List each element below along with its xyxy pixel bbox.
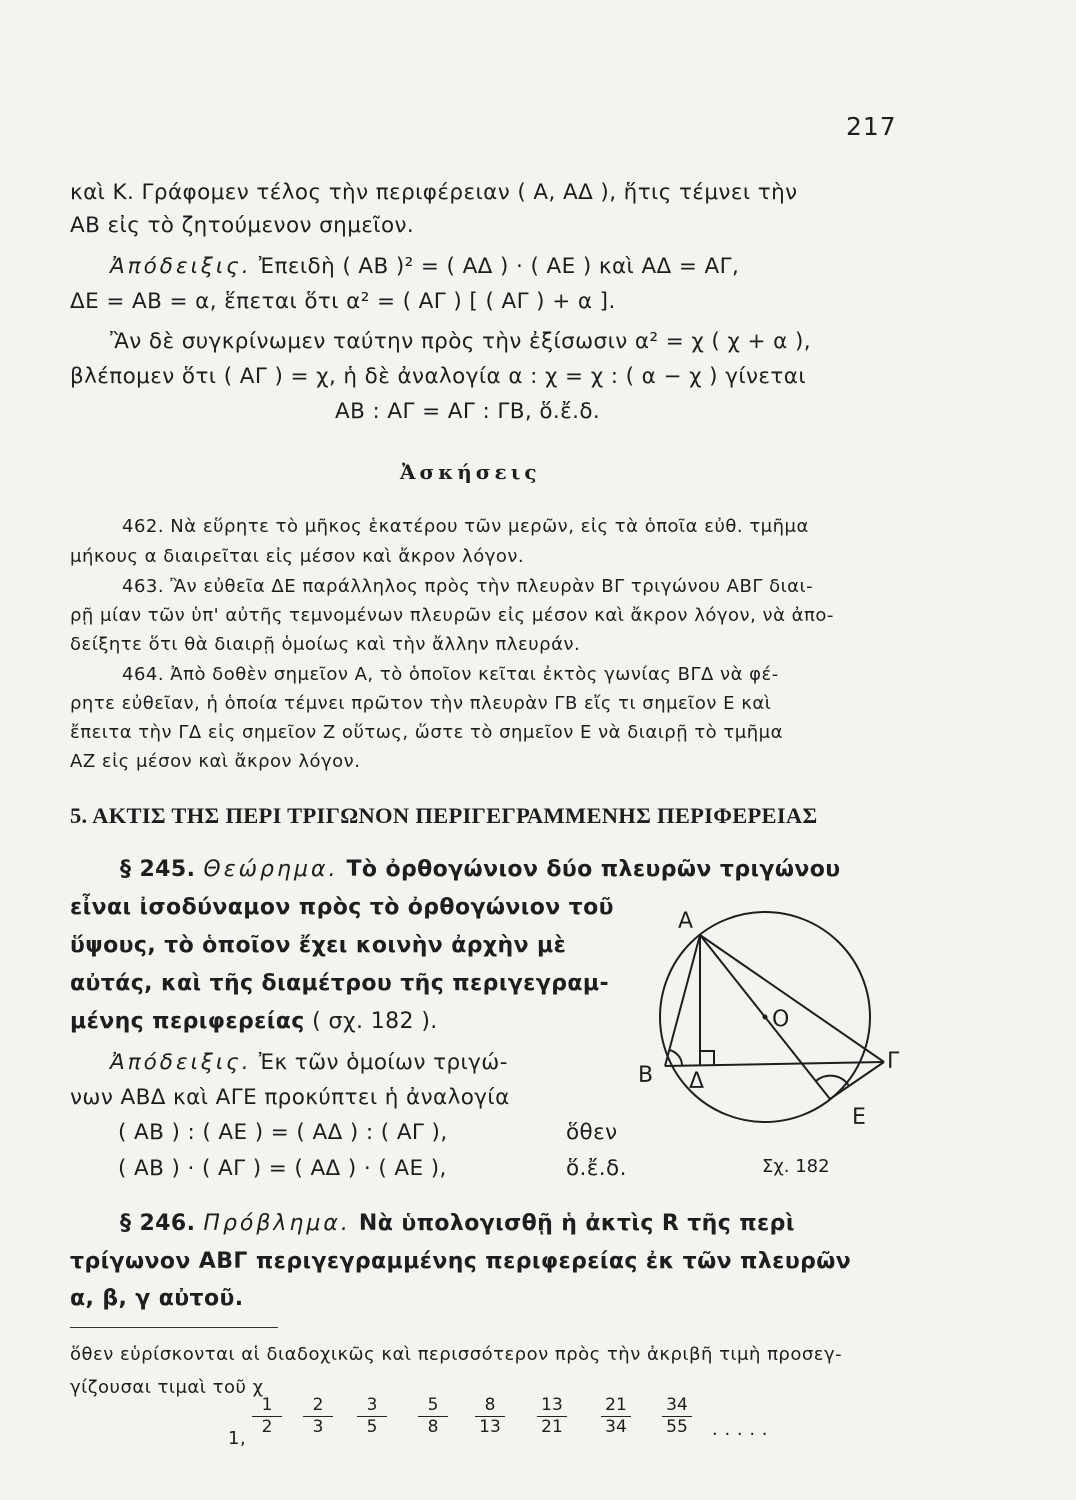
proof-text: Ἐπειδὴ ( ΑΒ )² = ( ΑΔ ) · ( ΑΕ ) καὶ ΑΔ = ΑΓ, [251,254,740,279]
fraction-denominator: 3 [312,1417,324,1437]
angle-e-mark [816,1076,849,1086]
fraction-denominator: 5 [366,1417,378,1437]
exercise-line: ἔπειτα τὴν ΓΔ εἰς σημεῖον Ζ οὕτως, ὥστε τὸ σημεῖον Ε νὰ διαιρῇ τὸ τμῆμα [70,722,783,743]
text-line: ΑΒ εἰς τὸ ζητούμενον σημεῖον. [70,213,415,238]
theorem-line: εἶναι ἰσοδύναμον πρὸς τὸ ὀρθογώνιον τοῦ [70,895,614,920]
problem-line: α, β, γ αὐτοῦ. [70,1286,244,1311]
footnote-lead: 1, [228,1428,247,1449]
fraction-denominator: 34 [605,1417,627,1437]
fraction-numerator: 13 [541,1395,563,1415]
footnote-line: ὅθεν εὑρίσκονται αἱ διαδοχικῶς καὶ περισσότερον πρὸς τὴν ἀκριβῆ τιμὴ προσεγ- [70,1344,843,1365]
fraction-denominator: 55 [666,1417,688,1437]
fraction [601,1396,631,1437]
text-line: βλέπομεν ὅτι ( ΑΓ ) = χ, ἡ δὲ ἀναλογία α : χ = χ : ( α − χ ) γίνεται [70,364,807,389]
center-point [763,1015,768,1020]
fraction-denominator: 8 [427,1417,439,1437]
fraction-numerator: 34 [666,1395,688,1415]
fraction [252,1396,282,1437]
label-a: Α [678,909,694,934]
fraction [303,1396,333,1437]
theorem-label: Θεώρημα. [203,857,339,882]
text-line: ΔΕ = ΑΒ = α, ἕπεται ὅτι α² = ( ΑΓ ) [ ( ΑΓ ) + α ]. [70,289,616,314]
equation: ( ΑΒ ) · ( ΑΓ ) = ( ΑΔ ) · ( ΑΕ ), [118,1156,447,1181]
equation: ( ΑΒ ) : ( ΑΕ ) = ( ΑΔ ) : ( ΑΓ ), [118,1120,448,1145]
exercises-heading: Ἀσκήσεις [400,460,541,484]
side-bg [665,1062,884,1066]
footnote-line: γίζουσαι τιμαὶ τοῦ χ [70,1377,264,1398]
page-number: 217 [846,112,897,141]
side-ag [700,935,884,1062]
right-angle-d [700,1051,714,1066]
problem-text: Νὰ ὑπολογισθῇ ἡ ἀκτὶς R τῆς περὶ [350,1211,795,1236]
problem-number: § 246. [120,1211,204,1236]
section-title: 5. ΑΚΤΙΣ ΤΗΣ ΠΕΡΙ ΤΡΙΓΩΝΟΝ ΠΕΡΙΓΕΓΡΑΜΜΕΝΗΣ ΠΕΡΙΦΕΡΕΙΑΣ [70,803,818,828]
problem-line: τρίγωνον ΑΒΓ περιγεγραμμένης περιφερείας ἐκ τῶν πλευρῶν [70,1249,852,1274]
theorem-text: Τὸ ὀρθογώνιον δύο πλευρῶν τριγώνου [338,857,841,882]
exercise-line: 462. Νὰ εὕρητε τὸ μῆκος ἑκατέρου τῶν μερῶν, εἰς τὰ ὁποῖα εὐθ. τμῆμα [122,516,809,537]
text-line: ὅ.ἔ.δ. [566,1156,627,1181]
footnote-rule [70,1327,278,1328]
problem-label: Πρόβλημα. [203,1211,351,1236]
figure-182 [620,890,920,1195]
exercise-line: ρῇ μίαν τῶν ὑπ' αὐτῆς τεμνομένων πλευρῶν εἰς μέσον καὶ ἄκρον λόγον, νὰ ἀπο- [70,605,834,626]
label-o: Ο [772,1007,790,1032]
theorem-line [120,857,841,882]
fraction-numerator: 2 [312,1395,324,1415]
exercise-line: μήκους α διαιρεῖται εἰς μέσον καὶ ἄκρον λόγον. [70,546,525,567]
fraction-numerator: 5 [427,1395,439,1415]
label-b: Β [638,1063,654,1088]
text-line: Ἂν δὲ συγκρίνωμεν ταύτην πρὸς τὴν ἐξίσωσιν α² = χ ( χ + α ), [110,329,811,354]
text-line: καὶ Κ. Γράφομεν τέλος τὴν περιφέρειαν ( Α, ΑΔ ), ἥτις τέμνει τὴν [70,180,798,205]
theorem-number: § 245. [120,857,204,882]
exercise-line: ΑΖ εἰς μέσον καὶ ἄκρον λόγον. [70,751,361,772]
text-line: νων ΑΒΔ καὶ ΑΓΕ προκύπτει ἡ ἀναλογία [70,1085,510,1110]
text-line: ὅθεν [566,1120,618,1145]
exercise-line: δείξητε ὅτι θὰ διαιρῇ ὁμοίως καὶ τὴν ἄλλην πλευράν. [70,634,581,655]
proof-line: Ἀπόδειξις. Ἐκ τῶν ὁμοίων τριγώ- [110,1050,508,1075]
theorem-line: μένης περιφερείας ( σχ. 182 ). [70,1009,438,1034]
fraction [662,1396,692,1437]
fraction-numerator: 1 [261,1395,273,1415]
fraction [418,1396,448,1437]
exercise-line: 463. Ἂν εὐθεῖα ΔΕ παράλληλος πρὸς τὴν πλευρὰν ΒΓ τριγώνου ΑΒΓ διαι- [122,576,814,597]
fraction [537,1396,567,1437]
label-g: Γ [887,1049,900,1074]
fraction-denominator: 21 [541,1417,563,1437]
proof-line [110,254,739,279]
problem-line [120,1211,795,1236]
fraction-numerator: 21 [605,1395,627,1415]
fraction-numerator: 8 [484,1395,496,1415]
fraction-numerator: 3 [366,1395,378,1415]
fraction [475,1396,505,1437]
figure-caption: Σχ. 182 [762,1156,830,1177]
side-ab [665,935,700,1066]
text-line: ΑΒ : ΑΓ = ΑΓ : ΓΒ, ὅ.ἔ.δ. [335,399,601,424]
fraction [357,1396,387,1437]
theorem-line: αὐτάς, καὶ τῆς διαμέτρου τῆς περιγεγραμ- [70,971,609,996]
proof-label: Ἀπόδειξις. [110,1050,252,1075]
exercise-line: ρητε εὐθεῖαν, ἡ ὁποία τέμνει πρῶτον τὴν πλευρὰν ΓΒ εἴς τι σημεῖον Ε καὶ [70,693,772,714]
label-d: Δ [689,1069,705,1094]
proof-label: Ἀπόδειξις. [110,254,252,279]
fraction-denominator: 13 [479,1417,501,1437]
label-e: Ε [852,1105,866,1130]
theorem-line: ὕψους, τὸ ὁποῖον ἔχει κοινὴν ἀρχὴν μὲ [70,933,567,958]
footnote-ellipsis: · · · · · [712,1424,768,1445]
fraction-denominator: 2 [261,1417,273,1437]
exercise-line: 464. Ἀπὸ δοθὲν σημεῖον Α, τὸ ὁποῖον κεῖται ἐκτὸς γωνίας ΒΓΔ νὰ φέ- [122,664,779,685]
